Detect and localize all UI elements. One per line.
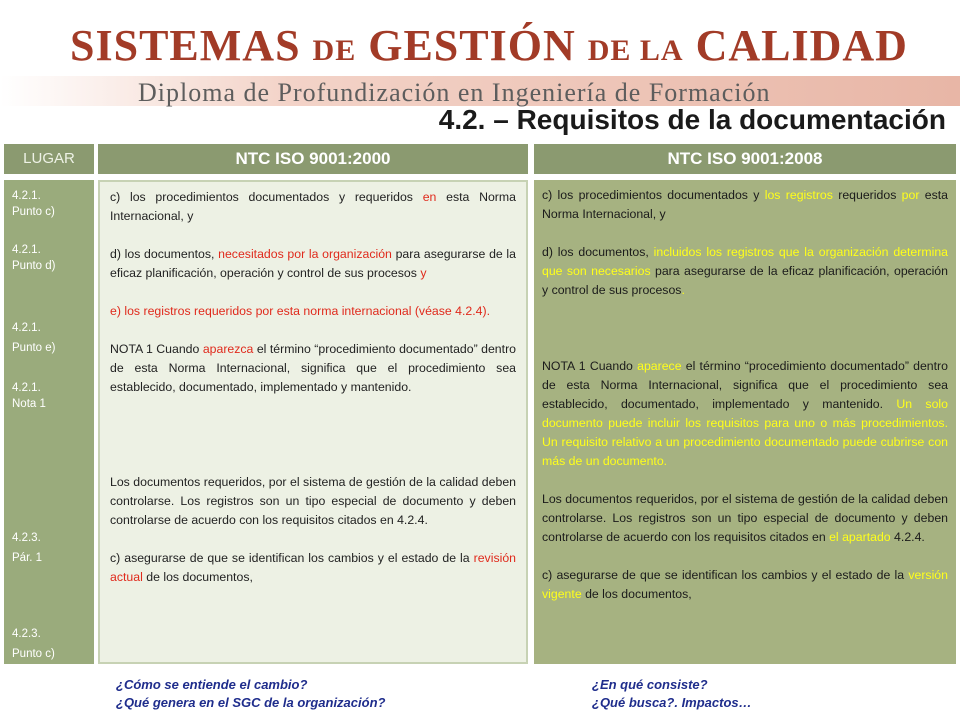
- footer-question: ¿En qué consiste?: [592, 677, 708, 692]
- column-header-lugar: LUGAR: [4, 144, 94, 174]
- old-point-c: c) los procedimientos documentados y requeridos en esta Norma Internacional, y: [110, 190, 516, 223]
- old-paragraph-1: Los documentos requeridos, por el sistema de gestión de la calidad deben controlarse. Los registros son un tipo especial de documento y deben controlarse de acuerdo con los requisitos citados en 4.2.4.: [110, 475, 516, 527]
- iso-2000-panel: [98, 180, 528, 664]
- lugar-panel: [4, 180, 94, 664]
- lugar-item: 4.2.1. Punto d): [12, 244, 56, 272]
- old-point-d: d) los documentos, necesitados por la organización para asegurarse de la eficaz planificación, operación y control de sus procesos y: [110, 247, 517, 280]
- old-nota-1: NOTA 1 Cuando aparezca el término “procedimiento documentado” dentro de esta Norma Internacional, significa que el procedimiento sea establecido, documentado, implementado y mantenido.: [110, 342, 516, 394]
- lugar-item: 4.2.3. Punto c): [12, 628, 55, 660]
- title-word-dela: DE LA: [587, 34, 684, 67]
- new-point-c-423: c) asegurarse de que se identifican los cambios y el estado de la versión vigente de los documentos,: [542, 568, 948, 601]
- lugar-item: 4.2.1. Nota 1: [12, 382, 46, 410]
- footer-question: ¿Cómo se entiende el cambio?: [116, 677, 308, 692]
- lugar-item: 4.2.1. Punto e): [12, 322, 56, 354]
- new-point-c: c) los procedimientos documentados y los registros requeridos por esta Norma Internacional, y: [542, 188, 948, 221]
- title-banner: [0, 0, 960, 110]
- new-nota-1: NOTA 1 Cuando aparece el término “procedimiento documentado” dentro de esta Norma Internacional, significa que el procedimiento sea establecido, documentado, implementado y mantenido. Un solo documento puede incluir los requisitos para uno o más procedimientos. Un requisito relativo a un procedimiento documentado puede cubrirse con más de un documento.: [542, 359, 948, 468]
- footer-question: ¿Qué busca?. Impactos…: [592, 695, 752, 710]
- lugar-item: 4.2.3. Pár. 1: [12, 532, 43, 564]
- main-title: [70, 20, 930, 71]
- footer-questions-left: [116, 676, 385, 712]
- new-point-d: d) los documentos, incluidos los registros que la organización determina que son necesarios para asegurarse de la eficaz planificación, operación y control de sus procesos.: [542, 245, 949, 297]
- iso-2008-panel: [534, 180, 956, 664]
- lugar-item: 4.2.1. Punto c): [12, 190, 55, 218]
- old-point-e: e) los registros requeridos por esta norma internacional (véase 4.2.4).: [110, 304, 491, 318]
- title-word-sistemas: SISTEMAS: [70, 21, 301, 70]
- title-word-calidad: CALIDAD: [695, 21, 908, 70]
- title-word-de: DE: [312, 34, 357, 67]
- new-paragraph-1: Los documentos requeridos, por el sistema de gestión de la calidad deben controlarse. Los registros son un tipo especial de documento y deben controlarse de acuerdo con los requisitos citados en el apartado 4.2.4.: [542, 492, 948, 544]
- column-header-2008: NTC ISO 9001:2008: [534, 144, 956, 174]
- old-point-c-423: c) asegurarse de que se identifican los cambios y el estado de la revisión actual de los documentos,: [110, 551, 516, 584]
- footer-question: ¿Qué genera en el SGC de la organización?: [116, 695, 386, 710]
- column-header-2000: NTC ISO 9001:2000: [98, 144, 528, 174]
- section-title: 4.2. – Requisitos de la documentación: [438, 104, 946, 135]
- subtitle: Diploma de Profundización en Ingeniería de Formación: [138, 78, 771, 107]
- footer-questions-right: [592, 676, 752, 712]
- title-word-gestion: GESTIÓN: [368, 21, 576, 70]
